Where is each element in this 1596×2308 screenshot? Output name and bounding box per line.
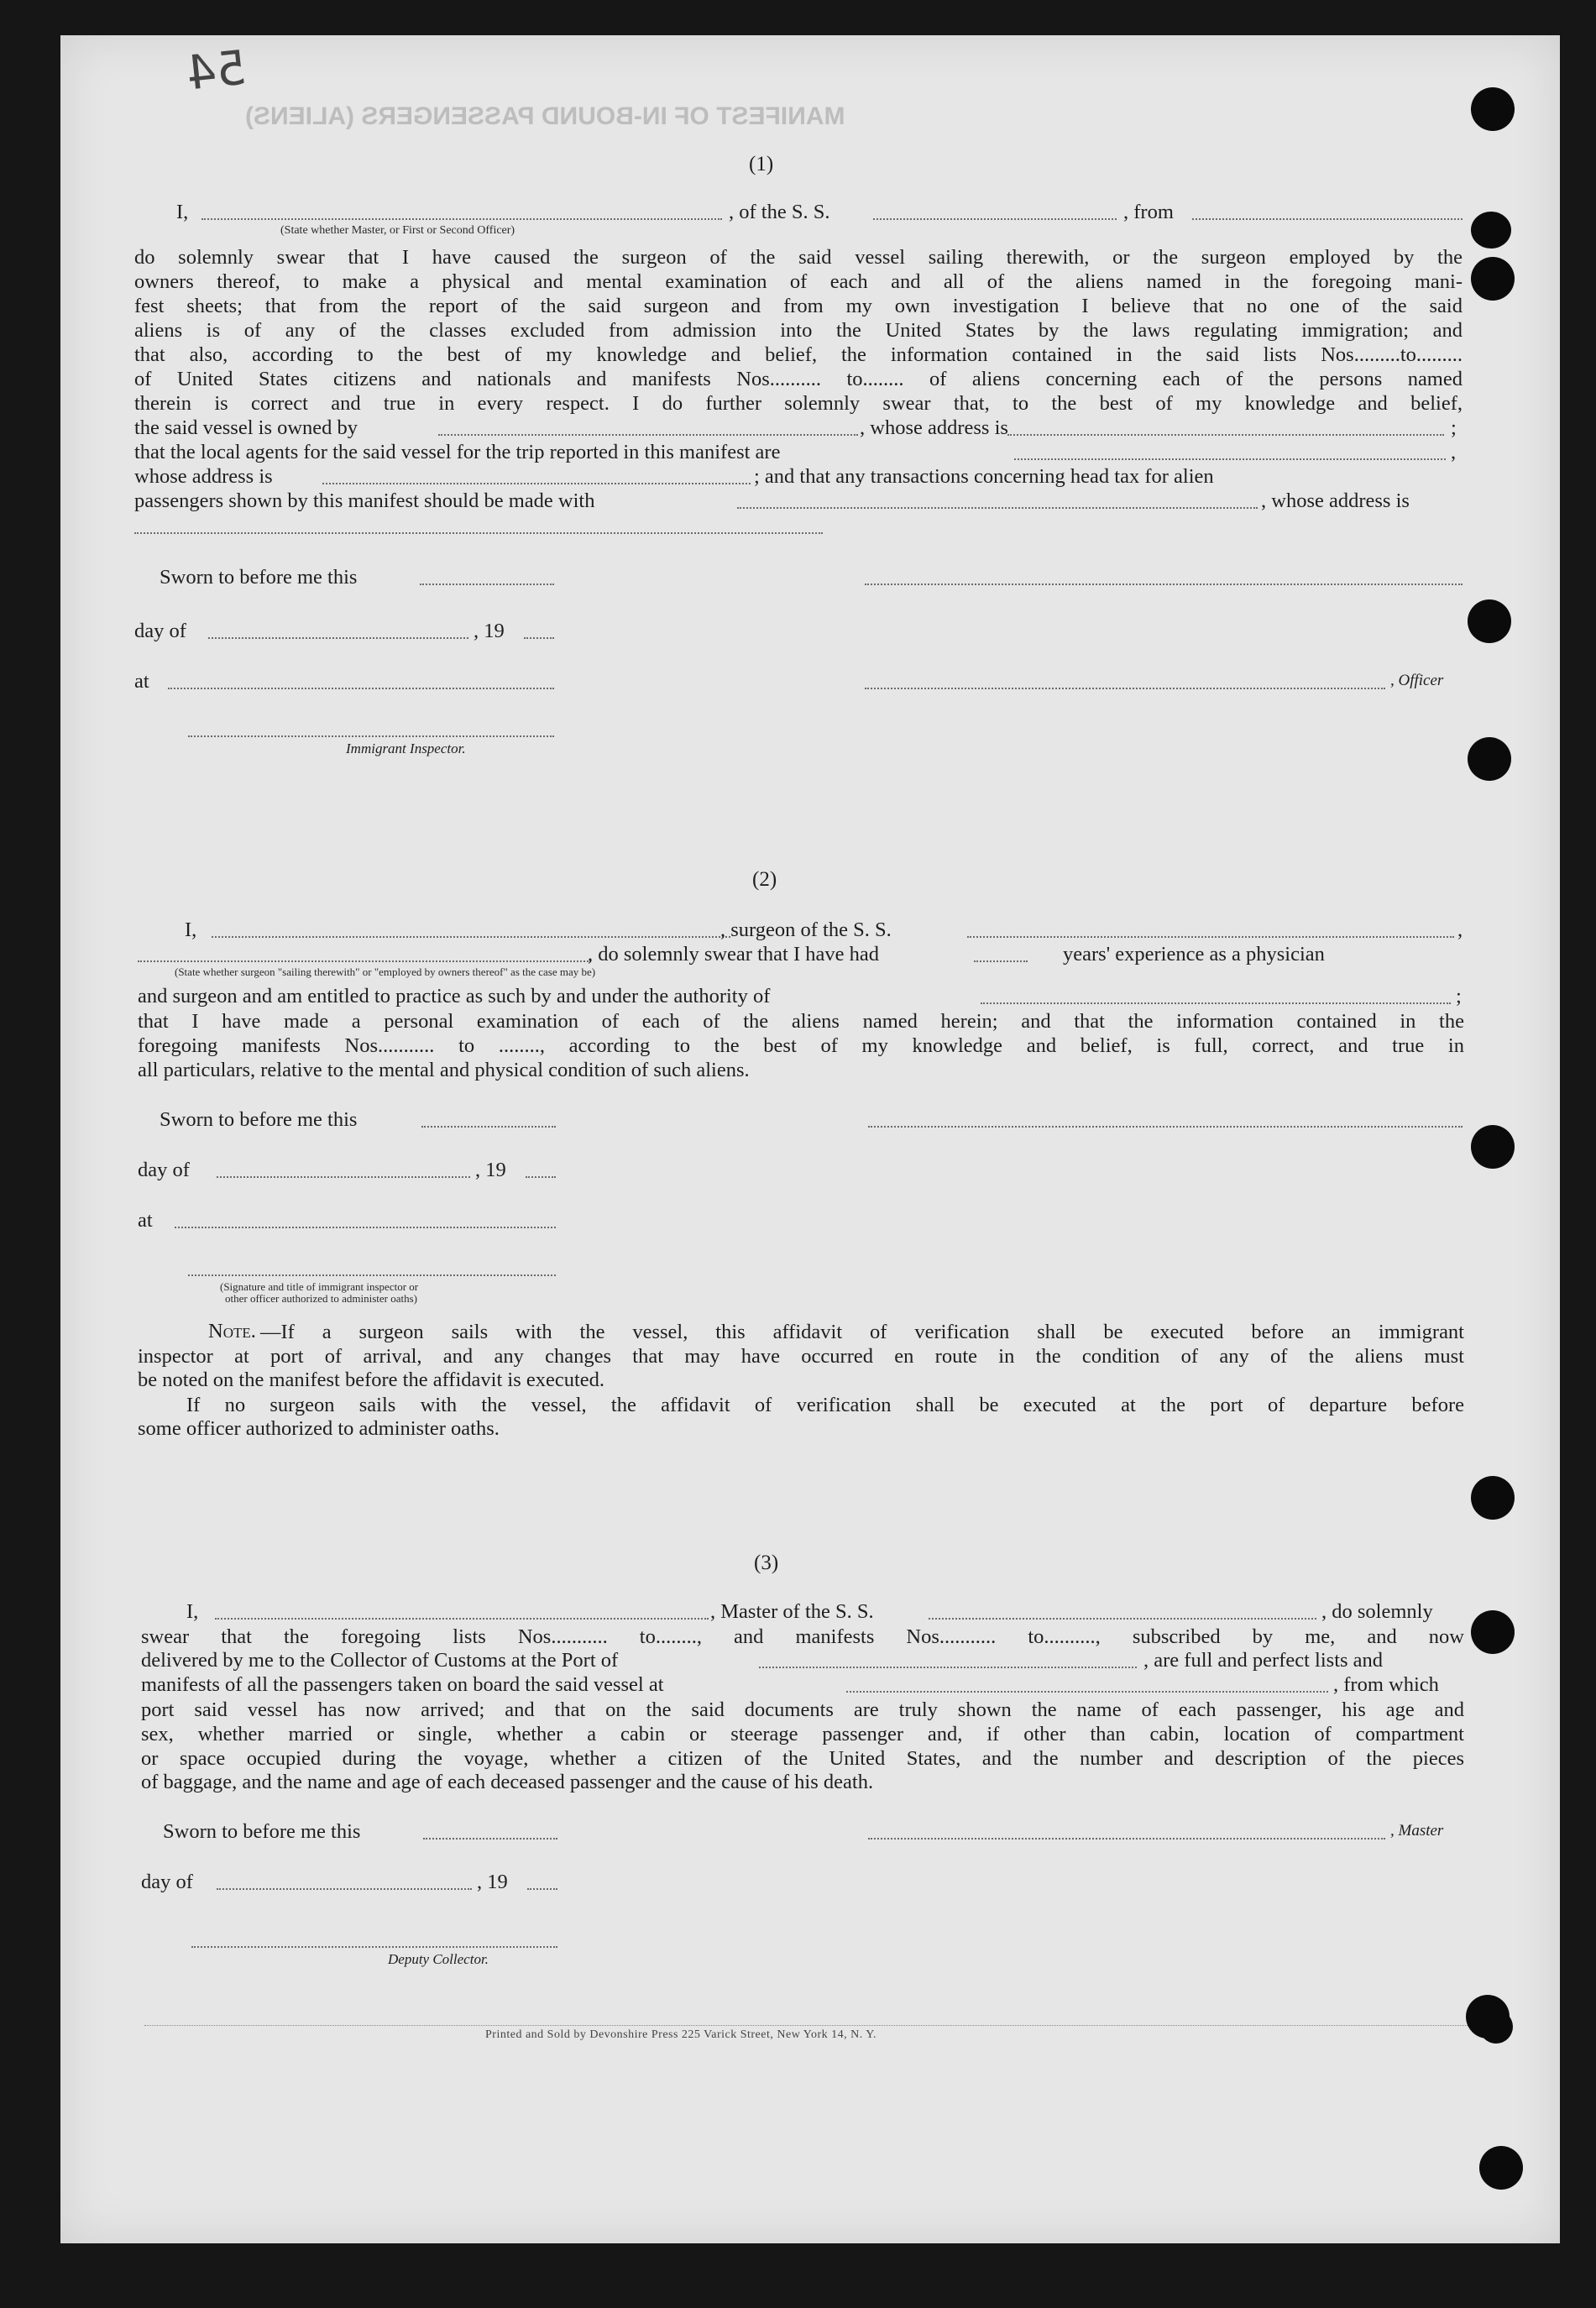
bleed-through-text: MANIFEST OF IN-BOUND PASSENGERS (ALIENS) xyxy=(245,102,845,130)
s2-status-blank xyxy=(138,960,591,962)
section-1-heading: (1) xyxy=(749,153,774,175)
s3-collector-blank xyxy=(191,1946,557,1948)
punch-hole xyxy=(1479,2010,1513,2044)
s3-from-which: , from which xyxy=(1333,1673,1439,1696)
s2-years-blank xyxy=(974,960,1028,962)
s3-line: port said vessel has now arrived; and that on the said documents are truly shown the name of each passenger, his age and xyxy=(141,1698,1464,1721)
s1-semicolon: ; xyxy=(1451,416,1457,439)
punch-hole xyxy=(1479,2146,1523,2190)
s2-semicolon: ; xyxy=(1456,985,1462,1007)
s2-signature-blank xyxy=(868,1126,1463,1128)
s1-officer-blank xyxy=(201,218,722,220)
s3-taken-blank xyxy=(846,1691,1328,1693)
s2-note2-line: If no surgeon sails with the vessel, the affidavit of verification shall be executed at the port of departure before xyxy=(186,1394,1464,1416)
s3-collector-label: Deputy Collector. xyxy=(388,1951,489,1967)
section-2-heading: (2) xyxy=(752,868,777,891)
s1-line: do solemnly swear that I have caused the surgeon of the said vessel sailing therewith, or the surgeon employed by the xyxy=(134,246,1463,269)
s1-sworn: Sworn to before me this xyxy=(160,566,358,589)
s1-head-tax: ; and that any transactions concerning head tax for alien xyxy=(754,465,1214,488)
s2-year-blank xyxy=(526,1176,556,1178)
s1-officer-blank-2 xyxy=(865,688,1385,689)
s2-at-blank xyxy=(175,1227,556,1228)
s1-whose-address: , whose address is xyxy=(860,416,1008,439)
s2-years: years' experience as a physician xyxy=(1063,943,1325,966)
s2-surgeon-blank xyxy=(212,936,730,938)
punch-hole xyxy=(1471,1610,1515,1654)
s1-owner-address-blank xyxy=(1007,434,1444,436)
s2-line: that I have made a personal examination of each of the aliens named herein; and that the information contained in the xyxy=(138,1010,1464,1033)
s3-line: of baggage, and the name and age of each deceased passenger and the cause of his death. xyxy=(141,1771,874,1793)
s3-sworn: Sworn to before me this xyxy=(163,1820,361,1843)
s3-master-blank xyxy=(215,1618,709,1620)
s1-comma: , xyxy=(1451,441,1457,463)
s2-surgeon-of: , surgeon of the S. S. xyxy=(720,918,892,941)
s1-day-of: day of xyxy=(134,620,186,642)
s1-local-agents: that the local agents for the said vessel for the trip reported in this manifest are xyxy=(134,441,781,463)
s2-note-line: inspector at port of arrival, and any changes that may have occurred en route in the condition of any of the aliens must xyxy=(138,1345,1464,1368)
s3-master-of: , Master of the S. S. xyxy=(710,1600,874,1623)
s2-vessel-blank xyxy=(967,936,1454,938)
s3-line: swear that the foregoing lists Nos........... to........, and manifests Nos........... to.........., subscribed by me, and now xyxy=(141,1625,1464,1648)
s1-line: aliens is of any of the classes excluded from admission into the United States by the laws regulating immigration; and xyxy=(134,319,1463,342)
footer-rule xyxy=(144,2025,1468,2026)
s1-whose-address-2: whose address is xyxy=(134,465,273,488)
handwritten-mark: 54 xyxy=(183,40,249,102)
s1-inspector-blank xyxy=(188,735,554,737)
punch-hole xyxy=(1471,1125,1515,1169)
s2-comma: , xyxy=(1457,918,1463,941)
s1-line: that also, according to the best of my knowledge and belief, the information contained in the said lists Nos.........to......... xyxy=(134,343,1463,366)
s2-day-of: day of xyxy=(138,1159,190,1181)
s2-sig-caption-2: other officer authorized to administer oaths) xyxy=(225,1292,417,1305)
s2-sworn-blank xyxy=(421,1126,556,1128)
s1-i-label: I, xyxy=(176,201,189,223)
s3-taken-label: manifests of all the passengers taken on board the said vessel at xyxy=(141,1673,664,1696)
s1-agents-blank xyxy=(1014,458,1446,460)
s1-vessel-blank xyxy=(873,218,1117,220)
s1-from-blank xyxy=(1192,218,1463,220)
printer-imprint: Printed and Sold by Devonshire Press 225 Varick Street, New York 14, N. Y. xyxy=(485,2028,877,2041)
s1-at: at xyxy=(134,670,149,693)
s1-year-blank xyxy=(524,637,554,639)
s1-inspector-label: Immigrant Inspector. xyxy=(346,741,466,756)
s2-at: at xyxy=(138,1209,153,1232)
s3-vessel-blank xyxy=(929,1618,1316,1620)
s1-line: of United States citizens and nationals and manifests Nos.......... to........ of aliens concerning each of the persons named xyxy=(134,368,1463,390)
s1-of-ss-label: , of the S. S. xyxy=(729,201,830,223)
s3-master-signature-blank xyxy=(868,1838,1385,1840)
s1-owned-by: the said vessel is owned by xyxy=(134,416,358,439)
s3-year: , 19 xyxy=(477,1871,508,1893)
s1-signature-blank xyxy=(865,584,1463,585)
s2-authority: and surgeon and am entitled to practice as such by and under the authority of xyxy=(138,985,771,1007)
s3-line: sex, whether married or single, whether a cabin or steerage passenger and, if other than cabin, location of compartment xyxy=(141,1723,1464,1745)
punch-hole xyxy=(1471,257,1515,301)
s2-authority-blank xyxy=(981,1002,1451,1004)
punch-hole xyxy=(1471,212,1511,249)
s1-year: , 19 xyxy=(474,620,505,642)
s3-day-blank xyxy=(217,1888,472,1890)
s1-day-blank xyxy=(208,637,468,639)
s3-line: or space occupied during the voyage, whether a citizen of the United States, and the number and description of the pieces xyxy=(141,1747,1464,1770)
s1-whose-address-end: , whose address is xyxy=(1261,489,1410,512)
s1-headtax-address-blank xyxy=(134,532,823,534)
punch-hole xyxy=(1471,87,1515,131)
s2-status-caption: (State whether surgeon "sailing therewith" or "employed by owners thereof" as the case may be) xyxy=(175,966,596,978)
s2-swear: , do solemnly swear that I have had xyxy=(588,943,879,966)
s3-full-perfect: , are full and perfect lists and xyxy=(1143,1649,1384,1672)
s1-passengers: passengers shown by this manifest should be made with xyxy=(134,489,595,512)
s3-port-label: delivered by me to the Collector of Customs at the Port of xyxy=(141,1649,619,1672)
s3-sworn-blank xyxy=(423,1838,557,1840)
s1-officer-caption: (State whether Master, or First or Second Officer) xyxy=(280,224,515,237)
punch-hole xyxy=(1468,599,1511,643)
s3-year-blank xyxy=(527,1888,557,1890)
s2-line: foregoing manifests Nos........... to ........, according to the best of my knowledge and belief, is full, correct, and true in xyxy=(138,1034,1464,1057)
s3-day-of: day of xyxy=(141,1871,193,1893)
s1-at-blank xyxy=(168,688,554,689)
s2-sig-caption-1: (Signature and title of immigrant inspector or xyxy=(220,1280,419,1293)
s1-line: therein is correct and true in every respect. I do further solemnly swear that, to the best of my knowledge and belief, xyxy=(134,392,1463,415)
section-3-heading: (3) xyxy=(754,1552,779,1574)
s3-port-blank xyxy=(759,1667,1137,1668)
s2-i-label: I, xyxy=(185,918,197,941)
s2-note-label: Note. xyxy=(208,1320,256,1342)
s3-i-label: I, xyxy=(186,1600,199,1623)
manifest-page xyxy=(60,35,1560,2243)
punch-hole xyxy=(1471,1476,1515,1520)
s1-agents-address-blank xyxy=(322,483,751,484)
s2-note-line: be noted on the manifest before the affidavit is executed. xyxy=(138,1369,605,1391)
s2-note-line: —If a surgeon sails with the vessel, this affidavit of verification shall be executed before an immigrant xyxy=(260,1321,1464,1343)
s2-line: all particulars, relative to the mental and physical condition of such aliens. xyxy=(138,1059,750,1081)
s2-signature-inspector-blank xyxy=(188,1274,556,1276)
s1-from-label: , from xyxy=(1123,201,1174,223)
s1-headtax-blank xyxy=(737,507,1258,509)
s2-sworn: Sworn to before me this xyxy=(160,1108,358,1131)
s1-sworn-blank xyxy=(420,584,554,585)
s2-note2-line: some officer authorized to administer oaths. xyxy=(138,1417,500,1440)
s1-line: fest sheets; that from the report of the said surgeon and from my own investigation I believe that no one of the said xyxy=(134,295,1463,317)
s1-owner-blank xyxy=(438,434,858,436)
s3-solemnly: , do solemnly xyxy=(1321,1600,1433,1623)
s2-day-blank xyxy=(217,1176,470,1178)
punch-hole xyxy=(1468,737,1511,781)
s1-officer-label: , Officer xyxy=(1390,672,1444,689)
s2-year: , 19 xyxy=(475,1159,506,1181)
s1-line: owners thereof, to make a physical and mental examination of each and all of the aliens named in the foregoing mani- xyxy=(134,270,1463,293)
s3-master-label: , Master xyxy=(1390,1822,1444,1840)
